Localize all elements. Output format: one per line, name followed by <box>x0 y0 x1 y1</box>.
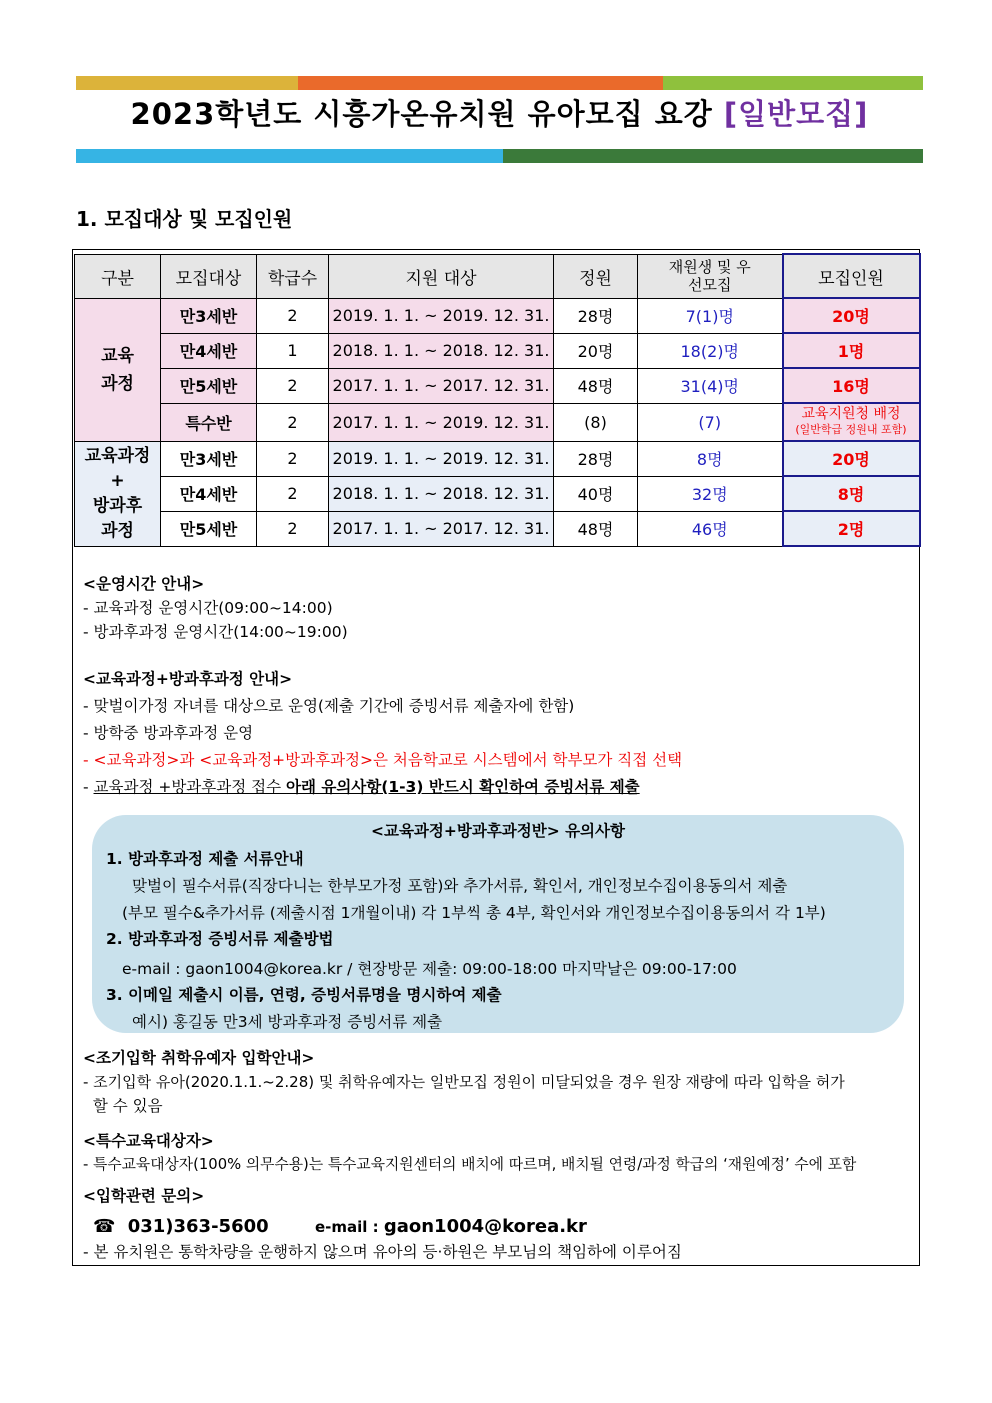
phone-icon: ☎ <box>93 1216 116 1237</box>
cell: 만4세반 <box>161 333 257 368</box>
title-main: 2023학년도 시흥가온유치원 유아모집 요강 <box>130 97 724 131</box>
cell: 2018. 1. 1. ~ 2018. 12. 31. <box>329 333 554 368</box>
combined-item: - <교육과정>과 <교육과정+방과후과정>은 처음학교로 시스템에서 학부모가 직접 선택 <box>83 751 683 769</box>
hours-section <box>83 572 913 644</box>
cell: 18(2)명 <box>638 333 783 368</box>
page-title <box>76 92 923 133</box>
phone-number: 031)363-5600 <box>127 1216 269 1237</box>
section-heading: 1. 모집대상 및 모집인원 <box>76 207 293 231</box>
cell: 28명 <box>554 441 638 476</box>
contact-note: - 본 유치원은 통학차량을 운행하지 않으며 유아의 등·하원은 부모님의 책임하에 이루어짐 <box>83 1243 682 1261</box>
col-header: 지원 대상 <box>329 254 554 298</box>
cell: 2017. 1. 1. ~ 2019. 12. 31. <box>329 403 554 441</box>
bar-segment <box>663 76 923 90</box>
cell: 46명 <box>638 511 783 546</box>
cell: 28명 <box>554 298 638 333</box>
cell: 2 <box>257 441 329 476</box>
cell: 40명 <box>554 476 638 511</box>
early-line: - 조기입학 유아(2020.1.1.~2.28) 및 취학유예자는 일반모집 정원이 미달되었을 경우 원장 재량에 따라 입학을 허가 <box>83 1073 845 1091</box>
notice-box <box>92 815 904 1033</box>
notice-line: 맞벌이 필수서류(직장다니는 한부모가정 포함)와 추가서류, 확인서, 개인정보수집이용동의서 제출 <box>132 877 788 895</box>
cell: 2 <box>257 476 329 511</box>
combined-heading: <교육과정+방과후과정 안내> <box>83 670 293 688</box>
notice-heading: 3. 이메일 제출시 이름, 연령, 증빙서류명을 명시하여 제출 <box>106 986 502 1004</box>
group-cell: 교육과정 + 방과후 과정 <box>75 441 161 546</box>
cell: 16명 <box>783 368 920 403</box>
table-row <box>75 368 920 403</box>
notice-heading: 1. 방과후과정 제출 서류안내 <box>106 850 304 868</box>
cell: 48명 <box>554 511 638 546</box>
cell: 2017. 1. 1. ~ 2017. 12. 31. <box>329 368 554 403</box>
col-header: 모집대상 <box>161 254 257 298</box>
top-color-bar <box>76 76 923 90</box>
early-section <box>83 1046 913 1118</box>
notice-line: (부모 필수&추가서류 (제출시점 1개월이내) 각 1부씩 총 4부, 확인서와 개인정보수집이용동의서 각 1부) <box>122 904 826 922</box>
col-header: 학급수 <box>257 254 329 298</box>
col-header: 재원생 및 우선모집 <box>638 254 783 298</box>
hours-item: - 방과후과정 운영시간(14:00~19:00) <box>83 623 348 641</box>
cell: 만3세반 <box>161 298 257 333</box>
col-header: 구분 <box>75 254 161 298</box>
cell: 48명 <box>554 368 638 403</box>
notice-title: <교육과정+방과후과정반> 유의사항 <box>371 822 625 840</box>
notice-line: e-mail : gaon1004@korea.kr / 현장방문 제출: 09:00-18:00 마지막날은 09:00-17:00 <box>122 960 737 978</box>
cell: 32명 <box>638 476 783 511</box>
title-accent: [일반모집] <box>723 97 869 131</box>
cell: 31(4)명 <box>638 368 783 403</box>
early-heading: <조기입학 취학유예자 입학안내> <box>83 1049 315 1067</box>
group-cell: 교육 과정 <box>75 298 161 441</box>
cell: 만5세반 <box>161 368 257 403</box>
col-header: 모집인원 <box>783 254 920 298</box>
cell: (7) <box>638 403 783 441</box>
cell: 특수반 <box>161 403 257 441</box>
cell: 만3세반 <box>161 441 257 476</box>
cell: 2 <box>257 511 329 546</box>
hours-heading: <운영시간 안내> <box>83 575 205 593</box>
notice-heading: 2. 방과후과정 증빙서류 제출방법 <box>106 930 334 948</box>
hours-item: - 교육과정 운영시간(09:00~14:00) <box>83 599 333 617</box>
special-recruit-note: (일반학급 정원내 포함) <box>795 423 907 436</box>
special-heading: <특수교육대상자> <box>83 1132 214 1150</box>
table-row <box>75 403 920 441</box>
contact-line <box>83 1214 913 1240</box>
combined-item: - 맞벌이가정 자녀를 대상으로 운영(제출 기간에 증빙서류 제출자에 한함) <box>83 697 575 715</box>
cell: 2019. 1. 1. ~ 2019. 12. 31. <box>329 298 554 333</box>
cell: 20명 <box>783 298 920 333</box>
cell: (8) <box>554 403 638 441</box>
bar-segment <box>76 149 503 163</box>
cell: 만4세반 <box>161 476 257 511</box>
recruitment-table <box>74 253 921 547</box>
cell: 만5세반 <box>161 511 257 546</box>
table-row <box>75 476 920 511</box>
contact-heading: <입학관련 문의> <box>83 1187 205 1205</box>
table-row <box>75 441 920 476</box>
early-line: 할 수 있음 <box>83 1097 163 1115</box>
cell: 2명 <box>783 511 920 546</box>
cell: 1 <box>257 333 329 368</box>
col-header: 정원 <box>554 254 638 298</box>
cell: 7(1)명 <box>638 298 783 333</box>
cell: 8명 <box>783 476 920 511</box>
notice-line: 예시) 홍길동 만3세 방과후과정 증빙서류 제출 <box>132 1013 443 1031</box>
cell: 20명 <box>783 441 920 476</box>
cell: 2018. 1. 1. ~ 2018. 12. 31. <box>329 476 554 511</box>
email-address: gaon1004@korea.kr <box>383 1216 587 1237</box>
cell: 20명 <box>554 333 638 368</box>
cell: 2019. 1. 1. ~ 2019. 12. 31. <box>329 441 554 476</box>
table-row <box>75 333 920 368</box>
bar-segment <box>503 149 923 163</box>
cell <box>783 403 920 441</box>
special-line: - 특수교육대상자(100% 의무수용)는 특수교육지원센터의 배치에 따르며, 배치될 연령/과정 학급의 ‘재원예정’ 수에 포함 <box>83 1156 857 1173</box>
cell: 2 <box>257 403 329 441</box>
cell: 2 <box>257 368 329 403</box>
cell: 2017. 1. 1. ~ 2017. 12. 31. <box>329 511 554 546</box>
bar-segment <box>76 76 298 90</box>
contact-section <box>83 1184 913 1264</box>
bottom-color-bar <box>76 149 923 163</box>
cell: 8명 <box>638 441 783 476</box>
cell: 2 <box>257 298 329 333</box>
special-recruit: 교육지원청 배정 <box>801 406 901 422</box>
combined-item: - 교육과정 +방과후과정 접수 아래 유의사항(1-3) 반드시 확인하여 증빙서류 제출 <box>83 778 640 796</box>
special-section <box>83 1129 913 1177</box>
bar-segment <box>298 76 663 90</box>
combined-section <box>83 667 913 799</box>
email-label: e-mail : <box>314 1218 384 1236</box>
table-row <box>75 511 920 546</box>
combined-item: - 방학중 방과후과정 운영 <box>83 724 254 742</box>
cell: 1명 <box>783 333 920 368</box>
table-row <box>75 298 920 333</box>
table-header-row <box>75 254 920 298</box>
